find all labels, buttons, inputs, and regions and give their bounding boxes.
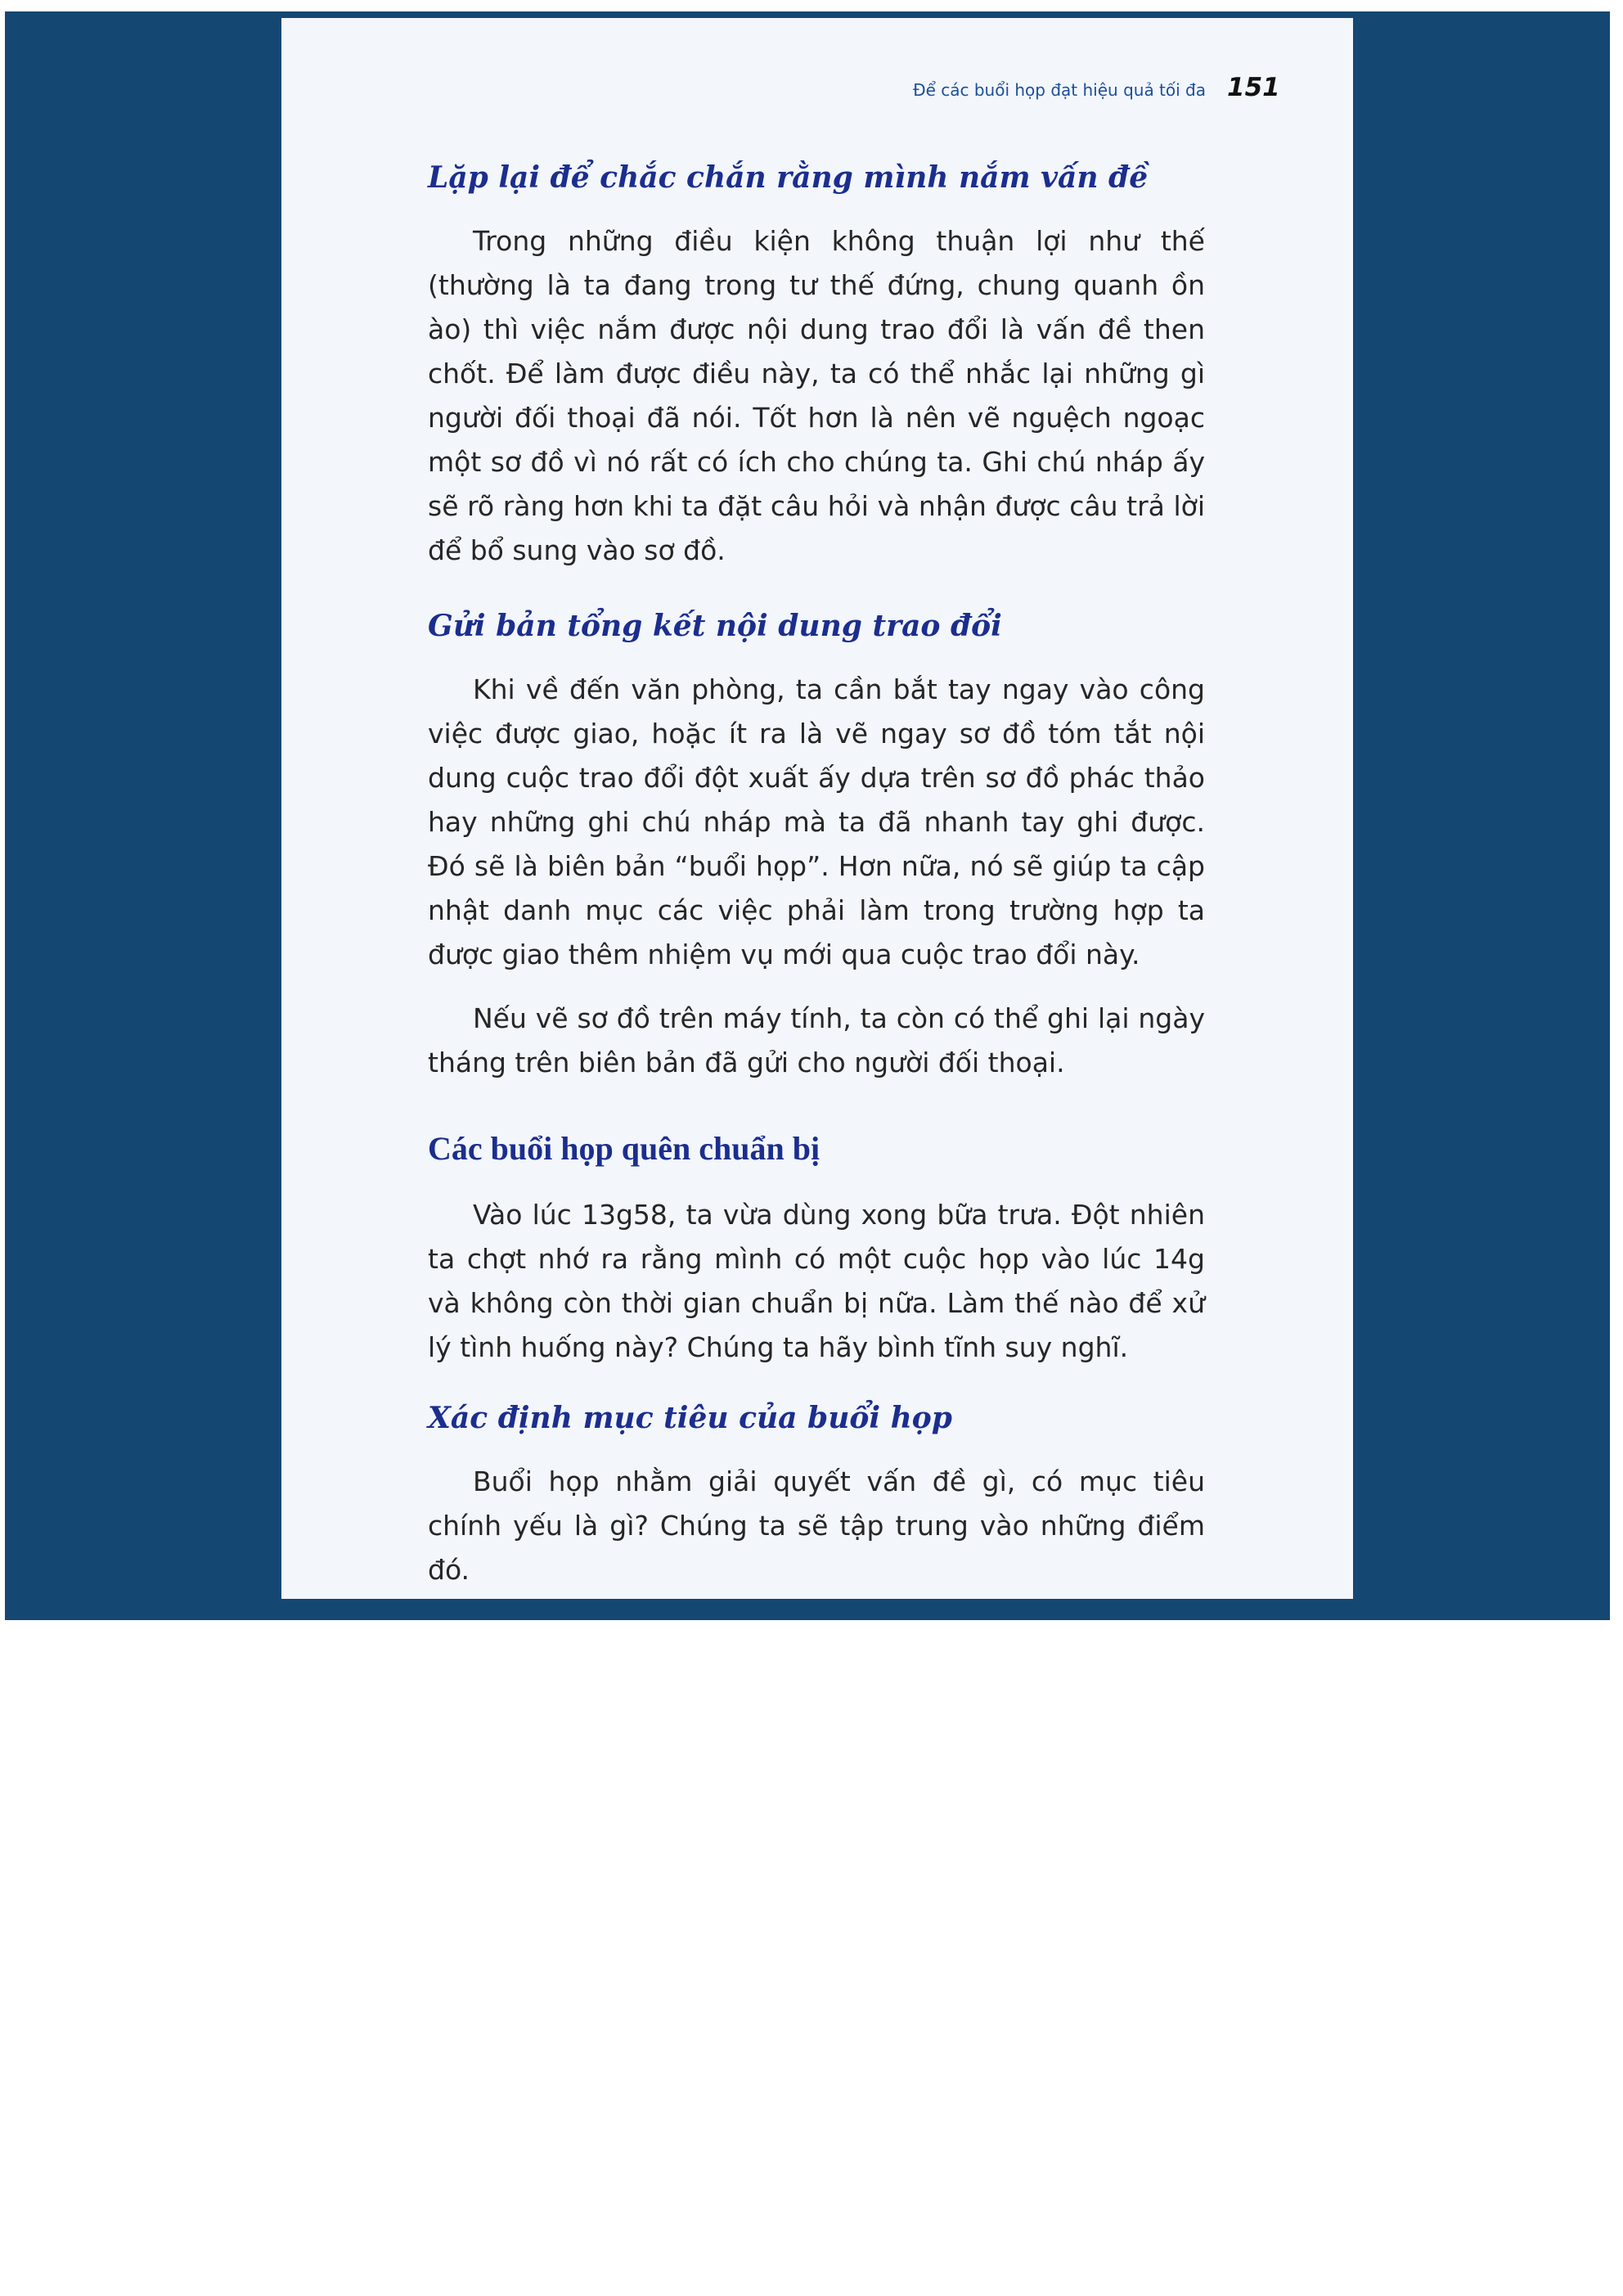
subheading-send-summary: Gửi bản tổng kết nội dung trao đổi — [428, 609, 1002, 643]
subheading-repeat-to-understand: Lặp lại để chắc chắn rằng mình nắm vấn đề — [428, 160, 1149, 195]
body-paragraph: Buổi họp nhằm giải quyết vấn đề gì, có mục tiêu chính yếu là gì? Chúng ta sẽ tập trung vào những điểm đó. — [428, 1465, 1205, 1586]
running-header: Để các buổi họp đạt hiệu quả tối đa — [913, 80, 1206, 100]
body-paragraph: Vào lúc 13g58, ta vừa dùng xong bữa trưa. Đột nhiên ta chợt nhớ ra rằng mình có một cuộc họp vào lúc 14g và không còn thời gian chuẩn bị nữa. Làm thế nào để xử lý tình huống này? Chúng ta hãy bình tĩnh suy nghĩ. — [428, 1199, 1205, 1363]
subheading-define-meeting-goal: Xác định mục tiêu của buổi họp — [428, 1401, 952, 1435]
body-paragraph: Nếu vẽ sơ đồ trên máy tính, ta còn có thể ghi lại ngày tháng trên biên bản đã gửi cho người đối thoại. — [428, 1002, 1205, 1078]
body-paragraph: Trong những điều kiện không thuận lợi như thế (thường là ta đang trong tư thế đứng, chung quanh ồn ào) thì việc nắm được nội dung trao đổi là vấn đề then chốt. Để làm được điều này, ta có thể nhắc lại những gì người đối thoại đã nói. Tốt hơn là nên vẽ nguệch ngoạc một sơ đồ vì nó rất có ích cho chúng ta. Ghi chú nháp ấy sẽ rõ ràng hơn khi ta đặt câu hỏi và nhận được câu trả lời để bổ sung vào sơ đồ. — [428, 225, 1205, 566]
body-paragraph: Khi về đến văn phòng, ta cần bắt tay ngay vào công việc được giao, hoặc ít ra là vẽ ngay sơ đồ tóm tắt nội dung cuộc trao đổi đột xuất ấy dựa trên sơ đồ phác thảo hay những ghi chú nháp mà ta đã nhanh tay ghi được. Đó sẽ là biên bản “buổi họp”. Hơn nữa, nó sẽ giúp ta cập nhật danh mục các việc phải làm trong trường hợp ta được giao thêm nhiệm vụ mới qua cuộc trao đổi này. — [428, 673, 1205, 970]
page-content — [428, 157, 1205, 1592]
page-number: 151 — [1227, 73, 1280, 102]
section-heading-unprepared-meetings: Các buổi họp quên chuẩn bị — [428, 1130, 820, 1167]
